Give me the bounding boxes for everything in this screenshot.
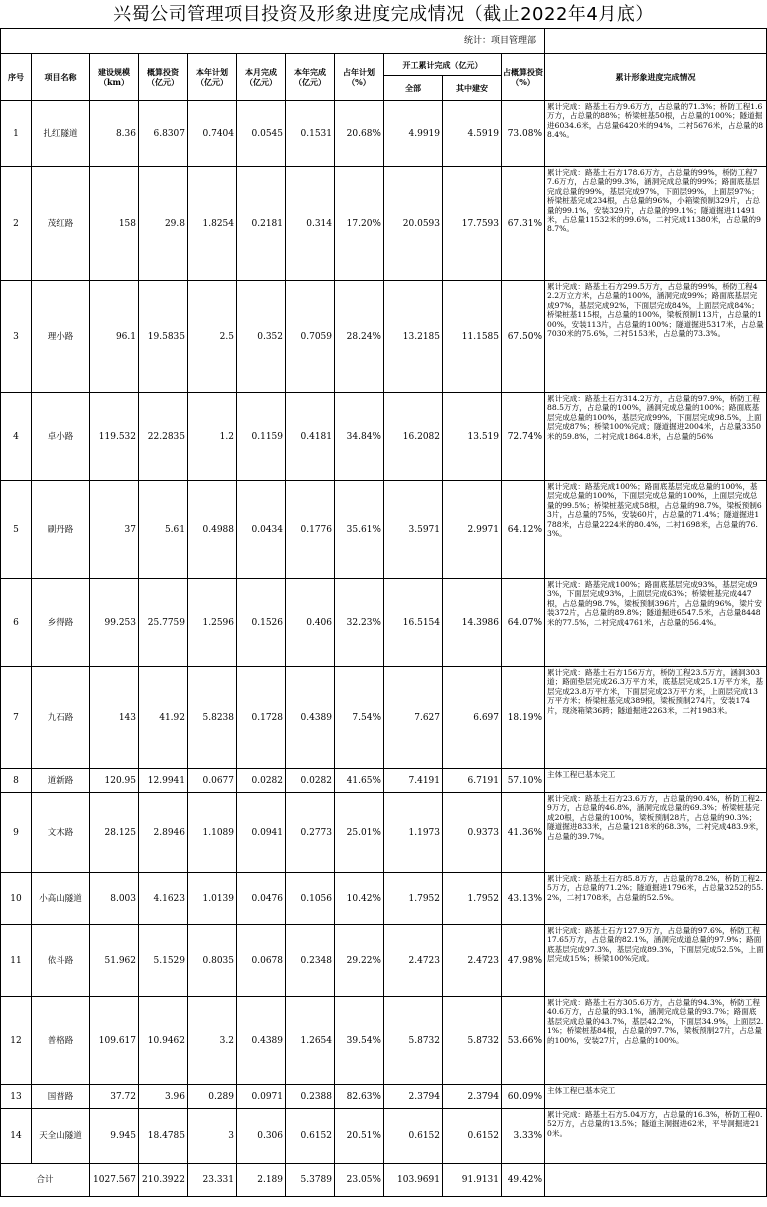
year-plan-cell: 0.0677 [188, 769, 237, 793]
progress-cell: 累计完成：路基土石方5.04万方，占总量的16.3%，桥防工程0.52万方，占总量的13.5%；隧道主洞掘进62米，平导洞掘进210米。 [545, 1109, 767, 1164]
year-done-cell: 0.1531 [286, 101, 335, 167]
budget-pct-cell: 60.09% [502, 1085, 545, 1109]
seq-cell: 3 [1, 281, 32, 393]
budget-cell: 29.8 [139, 167, 188, 281]
scale-cell: 51.962 [90, 925, 139, 997]
seq-cell: 9 [1, 793, 32, 873]
header-cum-group: 开工累计完成（亿元） [384, 54, 502, 76]
budget-cell: 41.92 [139, 667, 188, 769]
header-seq: 序号 [1, 54, 32, 101]
month-done-cell: 0.0971 [237, 1085, 286, 1109]
name-cell: 普格路 [32, 997, 90, 1085]
header-scale: 建设规模（km） [90, 54, 139, 101]
scale-cell: 37.72 [90, 1085, 139, 1109]
cum-build-cell: 17.7593 [443, 167, 502, 281]
year-plan-cell: 1.8254 [188, 167, 237, 281]
budget-pct-cell: 73.08% [502, 101, 545, 167]
cum-all-cell: 2.4723 [384, 925, 443, 997]
year-plan-cell: 1.2 [188, 393, 237, 481]
header-year-done: 本年完成（亿元） [286, 54, 335, 101]
year-plan-cell: 1.0139 [188, 873, 237, 925]
budget-cell: 6.8307 [139, 101, 188, 167]
header-budget-pct: 占概算投资（%） [502, 54, 545, 101]
name-cell: 天全山隧道 [32, 1109, 90, 1164]
budget-pct-cell: 67.50% [502, 281, 545, 393]
budget-cell: 2.8946 [139, 793, 188, 873]
year-done-cell: 0.2388 [286, 1085, 335, 1109]
year-pct-cell: 25.01% [335, 793, 384, 873]
progress-cell: 累计完成：路基完成100%；路面底基层完成总量的100%，基层完成总量的100%，下面层完成总量的100%，上面层完成总量的99.5%；桥梁桩基完成58根，占总量的98.7%，梁板预制63片，占总量的75%，安装60片，占总量的71.4%；隧道掘进1788米，占总量2224米的80.4%，二衬1698米，占总量的76.3%。 [545, 481, 767, 579]
budget-pct-cell: 57.10% [502, 769, 545, 793]
cum-build-cell: 6.697 [443, 667, 502, 769]
month-done-cell: 0.2181 [237, 167, 286, 281]
year-plan-cell: 0.8035 [188, 925, 237, 997]
name-cell: 卓小路 [32, 393, 90, 481]
budget-pct-cell: 64.12% [502, 481, 545, 579]
table-row [1, 281, 767, 393]
table-row [1, 873, 767, 925]
scale-cell: 158 [90, 167, 139, 281]
seq-cell: 1 [1, 101, 32, 167]
year-pct-cell: 7.54% [335, 667, 384, 769]
total-progress-cell [545, 1164, 767, 1197]
header-budget: 概算投资（亿元） [139, 54, 188, 101]
year-plan-cell: 0.7404 [188, 101, 237, 167]
progress-cell: 累计完成：路基土石方23.6万方，占总量的90.4%，桥防工程2.9万方，占总量的46.8%，涵洞完成总量的69.3%；桥梁桩基完成20根，占总量的100%，梁板预制28片，占总量的90.3%；隧道掘进833米，占总量1218米的68.3%，二衬完成483.9米，占总量的39.7%。 [545, 793, 767, 873]
month-done-cell: 0.0941 [237, 793, 286, 873]
month-done-cell: 0.0282 [237, 769, 286, 793]
month-done-cell: 0.0476 [237, 873, 286, 925]
year-pct-cell: 39.54% [335, 997, 384, 1085]
header-cum-all: 全部 [384, 76, 443, 101]
total-budget-pct-cell: 49.42% [502, 1164, 545, 1197]
total-year-pct-cell: 23.05% [335, 1164, 384, 1197]
progress-cell: 主体工程已基本完工 [545, 769, 767, 793]
progress-cell: 累计完成：路基土石方9.6万方，占总量的71.3%；桥防工程1.6万方，占总量的88%；桥梁桩基50根，占总量的100%；隧道掘进6034.6米，占总量6420米的94%，二衬5676米，占总量的88.4%。 [545, 101, 767, 167]
stat-row [1, 29, 767, 54]
total-cum-all-cell: 103.9691 [384, 1164, 443, 1197]
budget-pct-cell: 3.33% [502, 1109, 545, 1164]
scale-cell: 99.253 [90, 579, 139, 667]
year-pct-cell: 82.63% [335, 1085, 384, 1109]
cum-build-cell: 2.9971 [443, 481, 502, 579]
cum-build-cell: 1.7952 [443, 873, 502, 925]
progress-cell: 累计完成：路基完成100%；路面底基层完成93%，基层完成93%，下面层完成93%，上面层完成63%；桥梁桩基完成447根，占总量的98.7%，梁板预制396片，占总量的96%，梁片安装372片，占总量的89.8%；隧道掘进6547.5米，占总量8448米的77.5%，二衬完成4761米，占总量的56.4%。 [545, 579, 767, 667]
seq-cell: 11 [1, 925, 32, 997]
scale-cell: 8.36 [90, 101, 139, 167]
month-done-cell: 0.0678 [237, 925, 286, 997]
name-cell: 国普路 [32, 1085, 90, 1109]
cum-all-cell: 20.0593 [384, 167, 443, 281]
name-cell: 依斗路 [32, 925, 90, 997]
year-plan-cell: 0.4988 [188, 481, 237, 579]
table-row [1, 481, 767, 579]
month-done-cell: 0.1728 [237, 667, 286, 769]
budget-cell: 12.9941 [139, 769, 188, 793]
total-row [1, 1164, 767, 1197]
cum-build-cell: 13.519 [443, 393, 502, 481]
header-year-pct: 占年计划（%） [335, 54, 384, 101]
seq-cell: 7 [1, 667, 32, 769]
year-pct-cell: 29.22% [335, 925, 384, 997]
cum-all-cell: 2.3794 [384, 1085, 443, 1109]
cum-all-cell: 1.1973 [384, 793, 443, 873]
seq-cell: 12 [1, 997, 32, 1085]
table-row [1, 579, 767, 667]
progress-cell: 累计完成：路基土石方299.5万方，占总量的99%，桥防工程42.2万立方米，占总量的100%，涵洞完成99%；路面底基层完成97%，基层完成92%，下面层完成84%，上面层完成84%；桥梁桩基115根，占总量的100%，梁板预制113片，占总量的100%，安装113片，占总量的100%；隧道掘进5317米，占总量7030米的75.6%，二衬5153米，占总量的73.3%。 [545, 281, 767, 393]
cum-build-cell: 2.4723 [443, 925, 502, 997]
year-plan-cell: 2.5 [188, 281, 237, 393]
progress-cell: 累计完成：路基土石方156万方，桥防工程23.5万方，涵洞303道；路面垫层完成26.3万平方米，底基层完成25.1万平方米，基层完成23.8万平方米，下面层完成23万平方米，上面层完成13万平方米；桥梁桩基完成389根，梁板预制274片，安装174片，现浇箱梁36跨；隧道掘进2263米，二衬1983米。 [545, 667, 767, 769]
scale-cell: 28.125 [90, 793, 139, 873]
progress-cell: 累计完成：路基土石方314.2万方，占总量的97.9%，桥防工程88.5万方，占总量的100%，涵洞完成总量的100%；路面底基层完成总量的100%，基层完成99%，下面层完成98.5%，上面层完成87%；桥梁100%完成；隧道掘进2004米，占总量3350米的59.8%，二衬完成1864.8米，占总量的56% [545, 393, 767, 481]
total-label: 合计 [1, 1164, 90, 1197]
table-row [1, 1109, 767, 1164]
seq-cell: 4 [1, 393, 32, 481]
cum-build-cell: 14.3986 [443, 579, 502, 667]
cum-build-cell: 6.7191 [443, 769, 502, 793]
scale-cell: 9.945 [90, 1109, 139, 1164]
year-pct-cell: 28.24% [335, 281, 384, 393]
year-plan-cell: 3.2 [188, 997, 237, 1085]
cum-build-cell: 11.1585 [443, 281, 502, 393]
name-cell: 茂红路 [32, 167, 90, 281]
progress-cell: 累计完成：路基土石方178.6万方，占总量的99%，桥防工程77.6万方，占总量的99.3%，涵洞完成总量的99%；路面底基层完成总量的99%，基层完成97%，下面层99%，上面层97%；桥梁桩基完成234根，占总量的96%，小箱梁预制329片，占总量的99.1%，安装329片，占总量的99.1%；隧道掘进11491米，占总量11532米的99.6%，二衬完成11380米，占总量的98.7%。 [545, 167, 767, 281]
year-plan-cell: 1.2596 [188, 579, 237, 667]
year-pct-cell: 41.65% [335, 769, 384, 793]
header-cum-build: 其中建安 [443, 76, 502, 101]
budget-cell: 18.4785 [139, 1109, 188, 1164]
table-row [1, 101, 767, 167]
budget-cell: 19.5835 [139, 281, 188, 393]
progress-table [0, 28, 767, 1197]
name-cell: 乡得路 [32, 579, 90, 667]
scale-cell: 96.1 [90, 281, 139, 393]
year-done-cell: 0.0282 [286, 769, 335, 793]
seq-cell: 13 [1, 1085, 32, 1109]
cum-all-cell: 3.5971 [384, 481, 443, 579]
seq-cell: 10 [1, 873, 32, 925]
name-cell: 九石路 [32, 667, 90, 769]
budget-pct-cell: 67.31% [502, 167, 545, 281]
year-pct-cell: 17.20% [335, 167, 384, 281]
year-pct-cell: 20.51% [335, 1109, 384, 1164]
scale-cell: 8.003 [90, 873, 139, 925]
year-pct-cell: 10.42% [335, 873, 384, 925]
header-name: 项目名称 [32, 54, 90, 101]
cum-all-cell: 0.6152 [384, 1109, 443, 1164]
month-done-cell: 0.352 [237, 281, 286, 393]
cum-all-cell: 16.2082 [384, 393, 443, 481]
year-done-cell: 0.6152 [286, 1109, 335, 1164]
month-done-cell: 0.1159 [237, 393, 286, 481]
month-done-cell: 0.4389 [237, 997, 286, 1085]
seq-cell: 8 [1, 769, 32, 793]
budget-pct-cell: 18.19% [502, 667, 545, 769]
month-done-cell: 0.0545 [237, 101, 286, 167]
report-title: 兴蜀公司管理项目投资及形象进度完成情况（截止2022年4月底） [113, 4, 654, 25]
year-plan-cell: 0.289 [188, 1085, 237, 1109]
year-plan-cell: 5.8238 [188, 667, 237, 769]
header-progress: 累计形象进度完成情况 [545, 54, 767, 101]
year-done-cell: 0.1776 [286, 481, 335, 579]
total-scale-cell: 1027.567 [90, 1164, 139, 1197]
seq-cell: 6 [1, 579, 32, 667]
table-row [1, 667, 767, 769]
budget-cell: 4.1623 [139, 873, 188, 925]
month-done-cell: 0.0434 [237, 481, 286, 579]
budget-pct-cell: 64.07% [502, 579, 545, 667]
year-done-cell: 0.7059 [286, 281, 335, 393]
year-pct-cell: 34.84% [335, 393, 384, 481]
table-row [1, 997, 767, 1085]
month-done-cell: 0.306 [237, 1109, 286, 1164]
budget-pct-cell: 41.36% [502, 793, 545, 873]
table-row [1, 1085, 767, 1109]
seq-cell: 5 [1, 481, 32, 579]
budget-pct-cell: 53.66% [502, 997, 545, 1085]
table-row [1, 769, 767, 793]
header-year-plan: 本年计划（亿元） [188, 54, 237, 101]
year-pct-cell: 35.61% [335, 481, 384, 579]
cum-all-cell: 7.627 [384, 667, 443, 769]
cum-all-cell: 1.7952 [384, 873, 443, 925]
cum-build-cell: 0.6152 [443, 1109, 502, 1164]
total-year-done-cell: 5.3789 [286, 1164, 335, 1197]
header-month-done: 本月完成（亿元） [237, 54, 286, 101]
budget-cell: 3.96 [139, 1085, 188, 1109]
cum-all-cell: 13.2185 [384, 281, 443, 393]
name-cell: 文木路 [32, 793, 90, 873]
year-done-cell: 0.2773 [286, 793, 335, 873]
seq-cell: 2 [1, 167, 32, 281]
progress-cell: 累计完成：路基土石方305.6万方，占总量的94.3%，桥防工程40.6万方，占总量的93.1%，涵洞完成总量的93.7%；路面底基层完成总量的43.7%，基层42.2%，下面层34.9%，上面层2.1%；桥梁桩基84根，占总量的97.7%，梁板预制27片，占总量的100%，安装27片，占总量的100%。 [545, 997, 767, 1085]
name-cell: 扎红隧道 [32, 101, 90, 167]
table-row [1, 793, 767, 873]
year-done-cell: 0.2348 [286, 925, 335, 997]
table-row [1, 393, 767, 481]
cum-all-cell: 16.5154 [384, 579, 443, 667]
table-row [1, 167, 767, 281]
header-row-1 [1, 54, 767, 76]
cum-all-cell: 7.4191 [384, 769, 443, 793]
scale-cell: 143 [90, 667, 139, 769]
total-month-done-cell: 2.189 [237, 1164, 286, 1197]
year-plan-cell: 1.1089 [188, 793, 237, 873]
name-cell: 刷丹路 [32, 481, 90, 579]
progress-cell: 累计完成：路基土石方85.8万方，占总量的78.2%，桥防工程2.5万方，占总量的71.2%；隧道掘进1796米，占总量3252的55.2%，二衬1708米，占总量的52.5%。 [545, 873, 767, 925]
month-done-cell: 0.1526 [237, 579, 286, 667]
name-cell: 小高山隧道 [32, 873, 90, 925]
name-cell: 理小路 [32, 281, 90, 393]
scale-cell: 109.617 [90, 997, 139, 1085]
year-done-cell: 0.406 [286, 579, 335, 667]
cum-build-cell: 5.8732 [443, 997, 502, 1085]
budget-pct-cell: 72.74% [502, 393, 545, 481]
table-row [1, 925, 767, 997]
total-cum-build-cell: 91.9131 [443, 1164, 502, 1197]
name-cell: 道新路 [32, 769, 90, 793]
budget-cell: 10.9462 [139, 997, 188, 1085]
cum-build-cell: 4.5919 [443, 101, 502, 167]
cum-all-cell: 5.8732 [384, 997, 443, 1085]
year-plan-cell: 3 [188, 1109, 237, 1164]
budget-cell: 25.7759 [139, 579, 188, 667]
scale-cell: 120.95 [90, 769, 139, 793]
year-done-cell: 0.4389 [286, 667, 335, 769]
scale-cell: 37 [90, 481, 139, 579]
budget-cell: 5.1529 [139, 925, 188, 997]
cum-build-cell: 2.3794 [443, 1085, 502, 1109]
year-done-cell: 0.1056 [286, 873, 335, 925]
budget-pct-cell: 47.98% [502, 925, 545, 997]
year-done-cell: 1.2654 [286, 997, 335, 1085]
progress-cell: 主体工程已基本完工 [545, 1085, 767, 1109]
scale-cell: 119.532 [90, 393, 139, 481]
budget-pct-cell: 43.13% [502, 873, 545, 925]
budget-cell: 22.2835 [139, 393, 188, 481]
stat-note: 统计：项目管理部 [1, 29, 545, 54]
seq-cell: 14 [1, 1109, 32, 1164]
cum-build-cell: 0.9373 [443, 793, 502, 873]
budget-cell: 5.61 [139, 481, 188, 579]
total-budget-cell: 210.3922 [139, 1164, 188, 1197]
year-done-cell: 0.314 [286, 167, 335, 281]
progress-cell: 累计完成：路基土石方127.9万方，占总量的97.6%，桥防工程17.65万方，占总量的82.1%，涵洞完成道总量的97.9%；路面底基层完成97.3%，基层完成89.3%，下面层完成52.5%，上面层完成15%；桥梁100%完成。 [545, 925, 767, 997]
total-year-plan-cell: 23.331 [188, 1164, 237, 1197]
year-pct-cell: 20.68% [335, 101, 384, 167]
cum-all-cell: 4.9919 [384, 101, 443, 167]
year-pct-cell: 32.23% [335, 579, 384, 667]
year-done-cell: 0.4181 [286, 393, 335, 481]
